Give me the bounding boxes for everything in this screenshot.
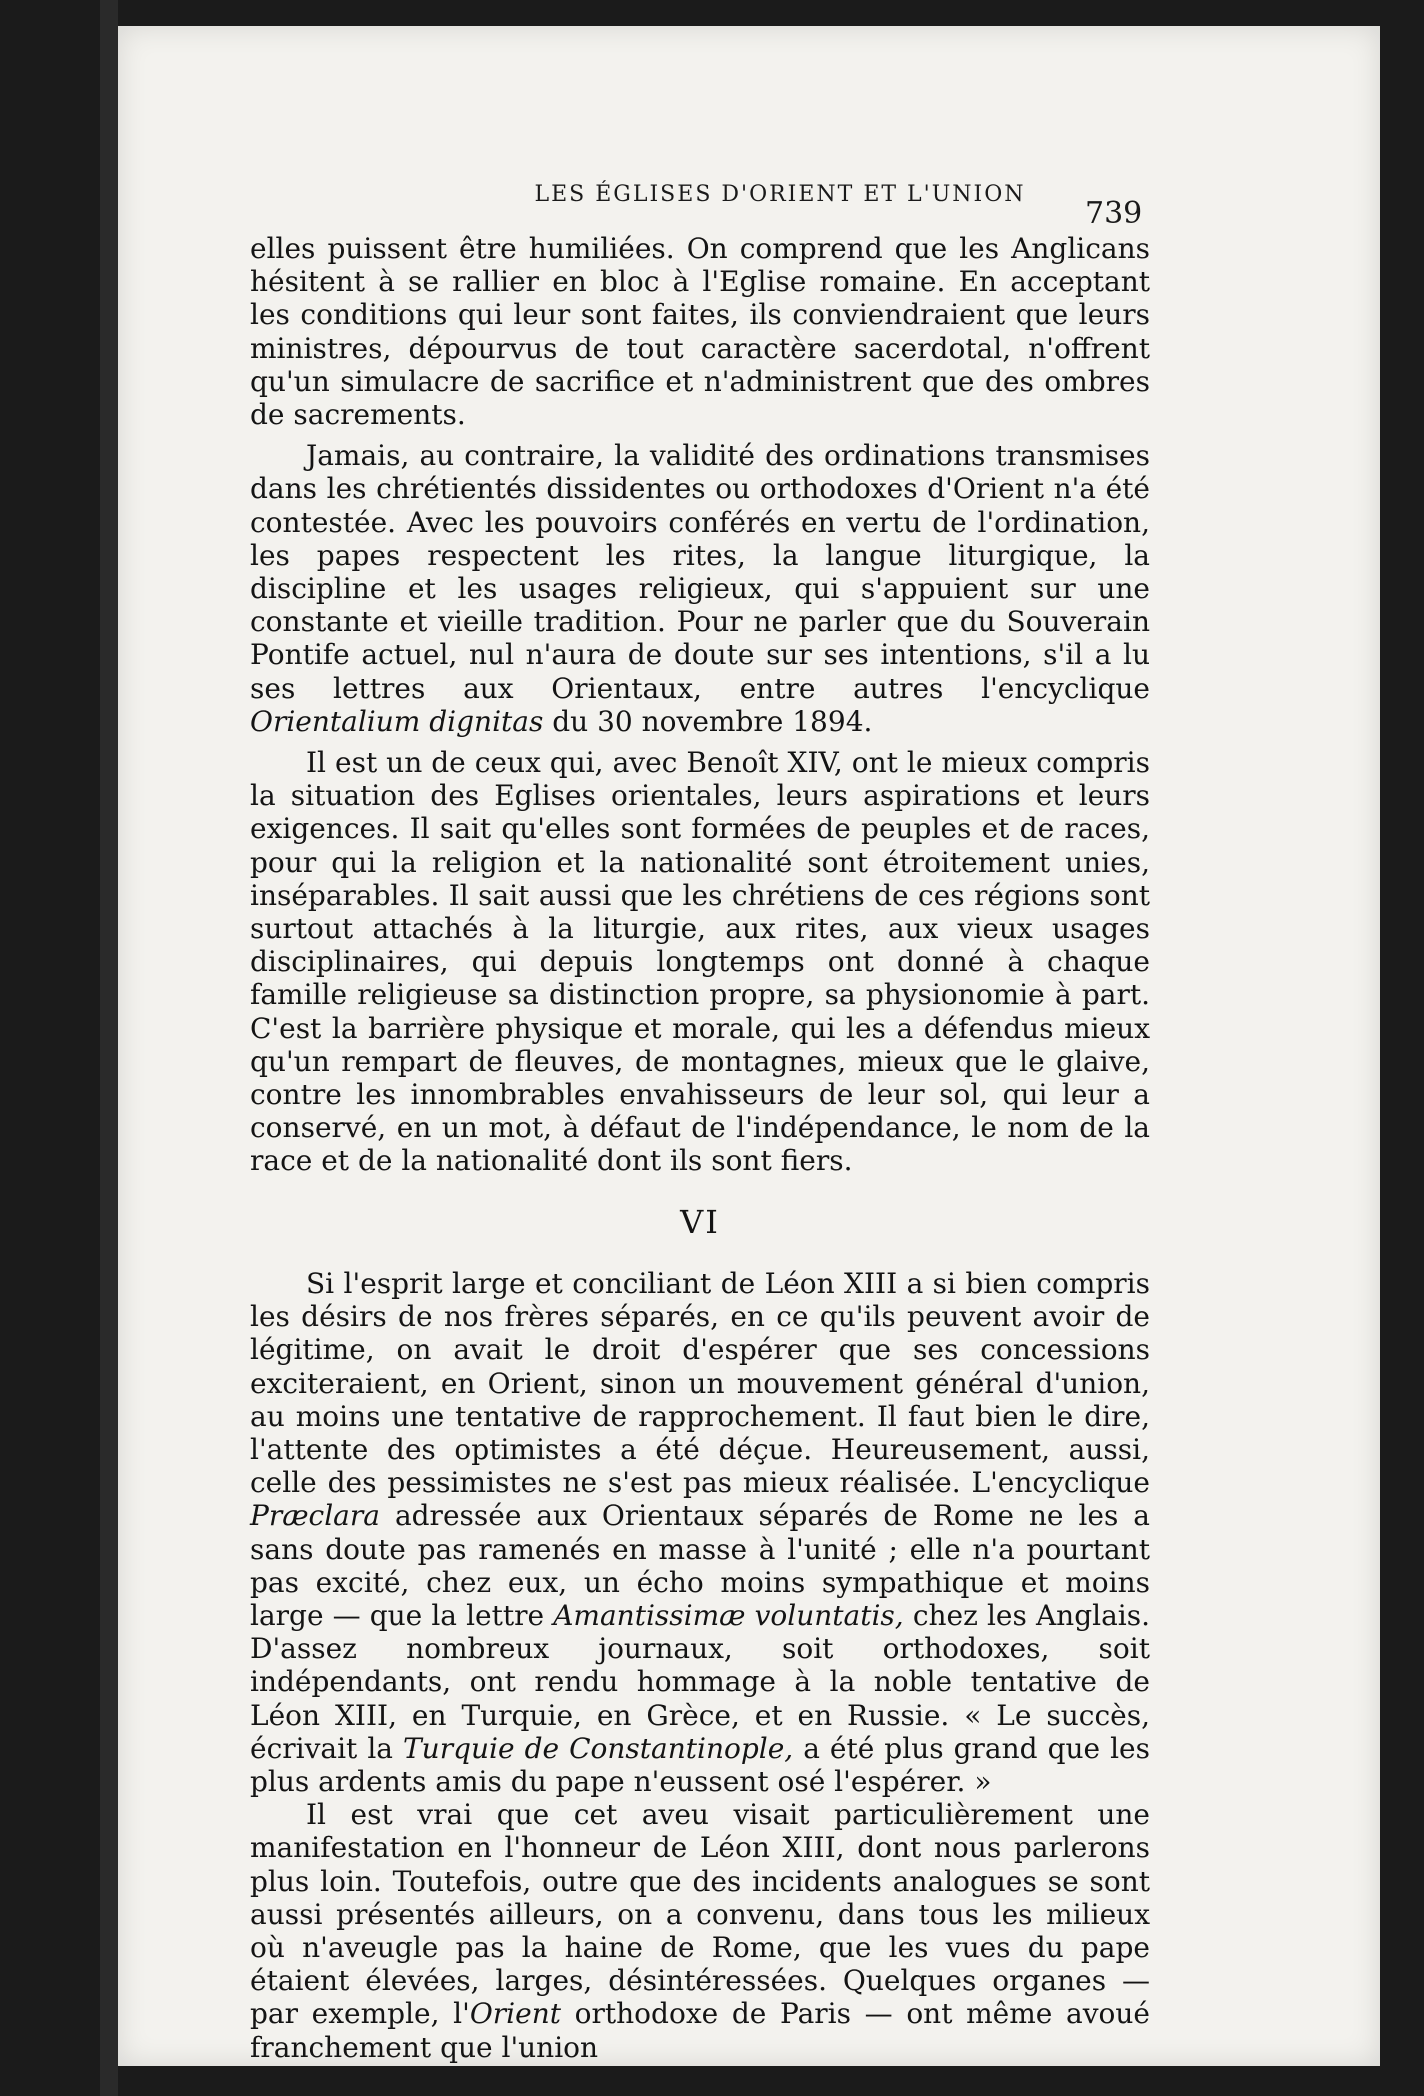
section-heading: VI xyxy=(680,1202,720,1241)
paragraph-4-text-d: a été plus grand que les plus ardents amis du pape n'eussent osé l'espérer. » xyxy=(250,1731,1150,1798)
paragraph-4 xyxy=(250,1267,1150,1798)
newspaper-title-orient: Orient xyxy=(469,1997,561,2031)
paragraph-2-end: du 30 novembre 1894. xyxy=(552,704,873,738)
paragraph-2-text: Jamais, au contraire, la validité des ordinations transmises dans les chrétientés dissidentes ou orthodoxes d'Orient n'a été contestée. Avec les pouvoirs conférés en vertu de l'ordination, les papes respectent les rites, la langue liturgique, la discipline et les usages religieux, qui s'appuient sur une constante et vieille tradition. Pour ne parler que du Souverain Pontife actuel, nul n'aura de doute sur ses intentions, s'il a lu ses lettres aux Orientaux, entre autres l'encyclique xyxy=(250,439,1150,705)
encyclical-title-praeclara: Præclara xyxy=(250,1499,380,1533)
paragraph-4-text-a: Si l'esprit large et conciliant de Léon XIII a si bien compris les désirs de nos frères séparés, en ce qu'ils peuvent avoir de légitime, on avait le droit d'espérer que ses concessions exciteraient, en Orient, sinon un mouvement général d'union, au moins une tentative de rapprochement. Il faut bien le dire, l'attente des optimistes a été déçue. Heureusement, aussi, celle des pessimistes ne s'est pas mieux réalisée. L'encyclique xyxy=(250,1266,1150,1500)
paragraph-1: elles puissent être humiliées. On comprend que les Anglicans hésitent à se rallier en bloc à l'Eglise romaine. En acceptant les conditions qui leur sont faites, ils conviendraient que leurs ministres, dépourvus de tout caractère sacerdotal, n'offrent qu'un simulacre de sacrifice et n'administrent que des ombres de sacrements. xyxy=(250,232,1150,432)
body-text xyxy=(250,232,1150,2064)
letter-title-amantissimae: Amantissimæ voluntatis, xyxy=(553,1598,904,1632)
paragraph-5-text-a: Il est vrai que cet aveu visait particulièrement une manifestation en l'honneur de Léon XIII, dont nous parlerons plus loin. Toutefois, outre que des incidents analogues se sont aussi présentés ailleurs, on a convenu, dans tous les milieux où n'aveugle pas la haine de Rome, que les vues du pape étaient élevées, larges, désintéressées. Quelques organes — par exemple, l' xyxy=(250,1798,1150,2031)
book-gutter xyxy=(100,0,118,2096)
paragraph-5 xyxy=(250,1798,1150,2064)
paragraph-4-text-b: adressée aux Orientaux séparés de Rome ne les a sans doute pas ramenés en masse à l'unité ; elle n'a pourtant pas excité, chez eux, un écho moins sympathique et moins large — que la lettre xyxy=(250,1499,1151,1632)
newspaper-title-turquie: Turquie de Constantinople, xyxy=(402,1731,794,1765)
paragraph-4-text-c: chez les Anglais. D'assez nombreux journaux, soit orthodoxes, soit indépendants, ont rendu hommage à la noble tentative de Léon XIII, en Turquie, en Grèce, et en Russie. « Le succès, écrivait la xyxy=(250,1598,1150,1765)
page-number: 739 xyxy=(1085,196,1143,231)
paragraph-3: Il est un de ceux qui, avec Benoît XIV, ont le mieux compris la situation des Eglises orientales, leurs aspirations et leurs exigences. Il sait qu'elles sont formées de peuples et de races, pour qui la religion et la nationalité sont étroitement unies, inséparables. Il sait aussi que les chrétiens de ces régions sont surtout attachés à la liturgie, aux rites, aux vieux usages disciplinaires, qui depuis longtemps ont donné à chaque famille religieuse sa distinction propre, sa physionomie à part. C'est la barrière physique et morale, qui les a défendus mieux qu'un rempart de fleuves, de montagnes, mieux que le glaive, contre les innombrables envahisseurs de leur sol, qui leur a conservé, en un mot, à défaut de l'indépendance, le nom de la race et de la nationalité dont ils sont fiers. xyxy=(250,746,1150,1178)
running-title: LES ÉGLISES D'ORIENT ET L'UNION xyxy=(534,182,1026,207)
encyclical-title-orientalium: Orientalium dignitas xyxy=(250,704,544,738)
paragraph-5-text-b: orthodoxe de Paris — ont même avoué franchement que l'union xyxy=(250,1997,1151,2064)
paragraph-2 xyxy=(250,439,1150,738)
